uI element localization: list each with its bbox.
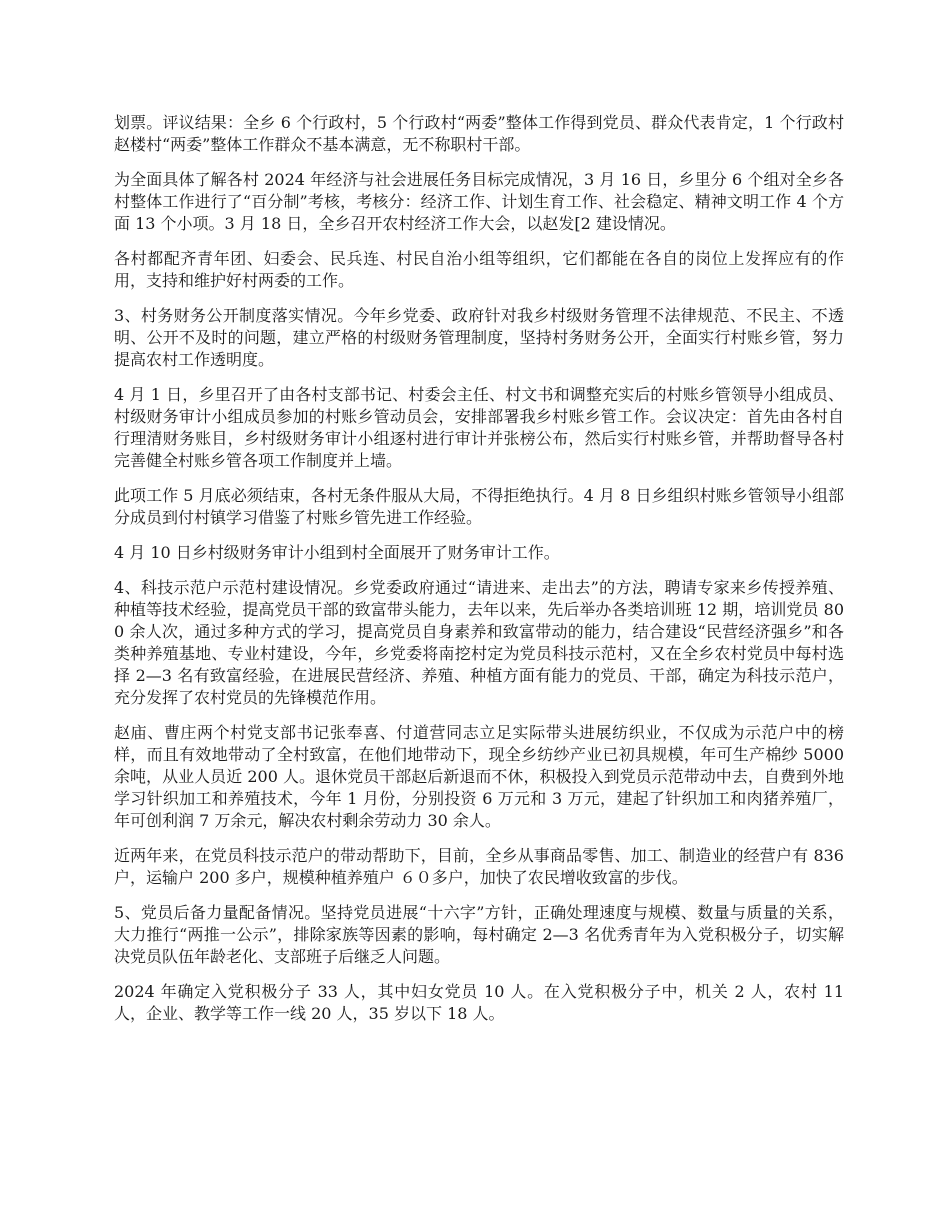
paragraph-deadline: 此项工作 5 月底必须结束，各村无条件服从大局，不得拒绝执行。4 月 8 日乡组织村账乡管领导小组部分成员到付村镇学习借鉴了村账乡管先进工作经验。 [114,486,844,527]
paragraph-textile-example: 赵庙、曹庄两个村党支部书记张奉喜、付道营同志立足实际带头进展纺织业，不仅成为示范户中的榜样，而且有效地带动了全村致富，在他们地带动下，现全乡纺纱产业已初具规模，年可生产棉纱 5000 余吨，从业人员近 200 人。退休党员干部赵后新退而不休，积极投入到党员示范带动中去，自费到外地学习针织加工和养殖技术，今年 1 月份，分别投资 6 万元和 3 万元，建起了针织加工和肉猪养殖厂，年可创利润 7 万余元，解决农村剩余劳动力 30 余人。 [114,723,844,830]
paragraph-reserve-strength: 5、党员后备力量配备情况。坚持党员进展“十六字”方针，正确处理速度与规模、数量与质量的关系，大力推行“两推一公示”，排除家族等因素的影响，每村确定 2—3 名优秀青年为入党积极分子，切实解决党员队伍年龄老化、支部班子后继乏人问题。 [114,903,844,966]
paragraph-assessment: 为全面具体了解各村 2024 年经济与社会进展任务目标完成情况，3 月 16 日，乡里分 6 个组对全乡各村整体工作进行了“百分制”考核，考核分：经济工作、计划生育工作、社会稳定、精神文明工作 4 个方面 13 个小项。3 月 18 日，全乡召开农村经济工作大会，以赵发[2 建设情况。 [114,170,844,233]
paragraph-mobilization-meeting: 4 月 1 日，乡里召开了由各村支部书记、村委会主任、村文书和调整充实后的村账乡管领导小组成员、村级财务审计小组成员参加的村账乡管动员会，安排部署我乡村账乡管工作。会议决定：首先由各村自行理清财务账目，乡村级财务审计小组逐村进行审计并张榜公布，然后实行村账乡管，并帮助督导各村完善健全村账乡管各项工作制度并上墙。 [114,385,844,470]
paragraph-business-households: 近两年来，在党员科技示范户的带动帮助下，目前，全乡从事商品零售、加工、制造业的经营户有 836 户，运输户 200 多户，规模种植养殖户 ６０多户，加快了农民增收致富的步伐。 [114,846,844,887]
paragraph-evaluation-result: 划票。评议结果：全乡 6 个行政村，5 个行政村“两委”整体工作得到党员、群众代表肯定，1 个行政村赵楼村“两委”整体工作群众不基本满意，无不称职村干部。 [114,113,844,154]
paragraph-audit-start: 4 月 10 日乡村级财务审计小组到村全面展开了财务审计工作。 [114,543,560,562]
paragraph-organizations: 各村都配齐青年团、妇委会、民兵连、村民自治小组等组织，它们都能在各自的岗位上发挥应有的作用，支持和维护好村两委的工作。 [114,249,844,290]
paragraph-demo-village: 4、科技示范户示范村建设情况。乡党委政府通过“请进来、走出去”的方法，聘请专家来乡传授养殖、种植等技术经验，提高党员干部的致富带头能力，去年以来，先后举办各类培训班 12 期，培训党员 800 余人次，通过多种方式的学习，提高党员自身素养和致富带动的能力，结合建设“民营经济强乡”和各类种养殖基地、专业村建设，今年，乡党委将南挖村定为党员科技示范村，又在全乡农村党员中每村选择 2—3 名有致富经验，在进展民营经济、养殖、种植方面有能力的党员、干部，确定为科技示范户，充分发挥了农村党员的先锋模范作用。 [114,578,844,707]
paragraph-activist-stats: 2024 年确定入党积极分子 33 人，其中妇女党员 10 人。在入党积极分子中，机关 2 人，农村 11 人，企业、教学等工作一线 20 人，35 岁以下 18 人。 [114,982,844,1023]
document-body [114,112,844,1038]
paragraph-finance-disclosure: 3、村务财务公开制度落实情况。今年乡党委、政府针对我乡村级财务管理不法律规范、不民主、不透明、公开不及时的问题，建立严格的村级财务管理制度，坚持村务财务公开，全面实行村账乡管，努力提高农村工作透明度。 [114,306,844,369]
